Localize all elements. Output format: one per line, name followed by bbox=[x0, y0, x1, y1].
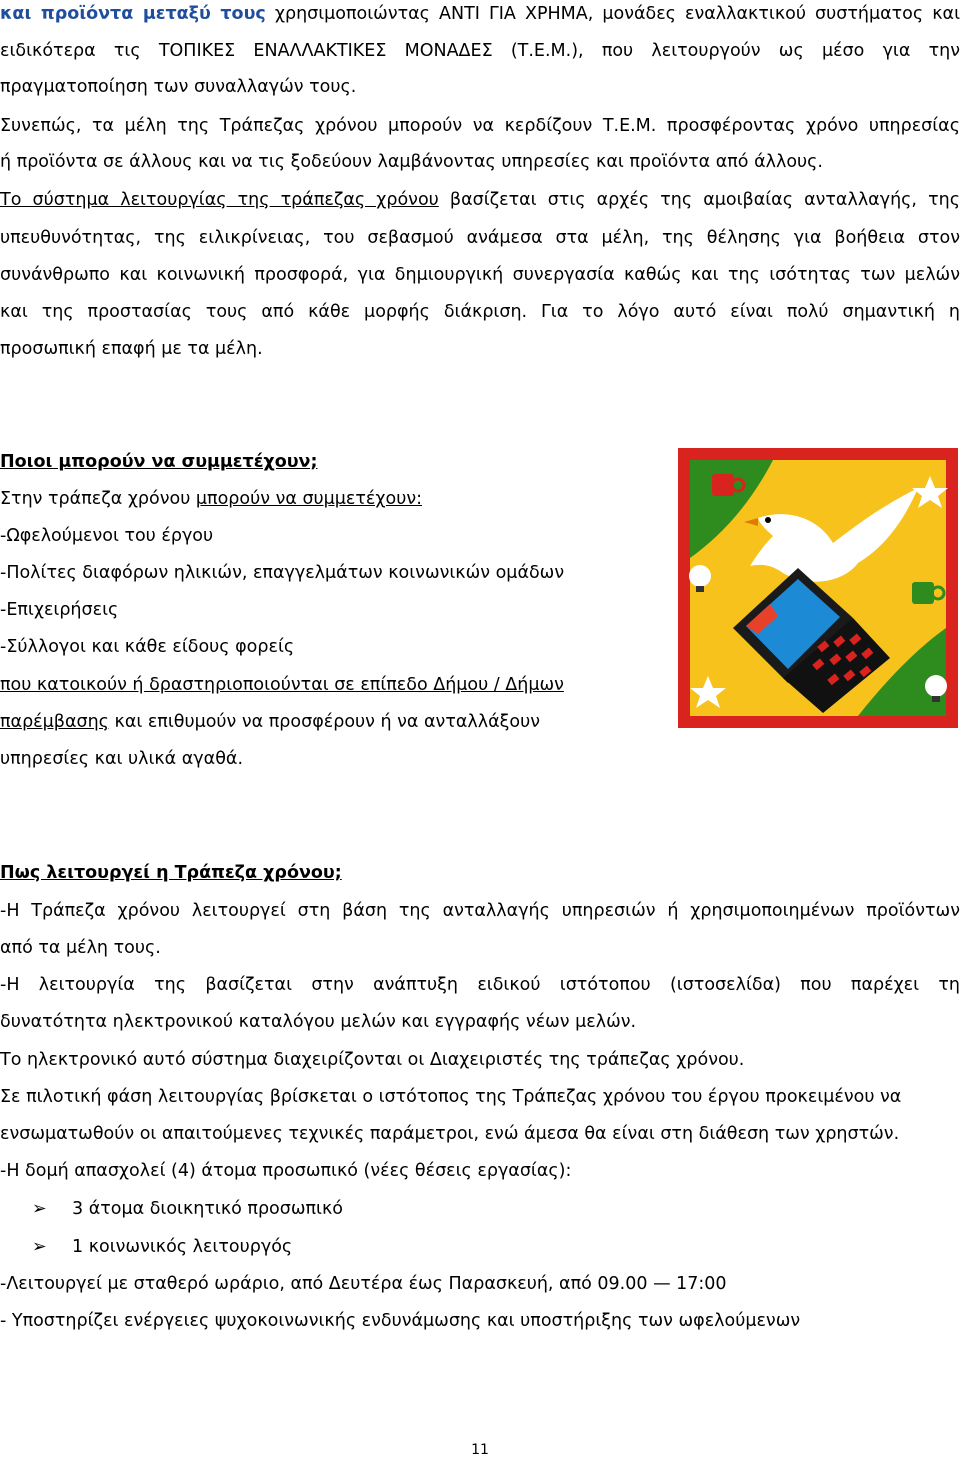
operation-p1-line-1: -Η Τράπεζα χρόνου λειτουργεί στη βάση της ανταλλαγής υπηρεσιών ή χρησιμοποιημένων προϊόντων bbox=[0, 901, 960, 921]
dove-laptop-illustration bbox=[678, 448, 958, 728]
system-line-3: συνάνθρωπο και κοινωνική προσφορά, για δημιουργική συνεργασία καθώς και της ισότητας των μελών bbox=[0, 265, 960, 285]
system-text: βασίζεται στις αρχές της αμοιβαίας ανταλλαγής, της bbox=[438, 190, 960, 210]
intro-line-2: ειδικότερα τις ΤΟΠΙΚΕΣ ΕΝΑΛΛΑΚΤΙΚΕΣ ΜΟΝΑΔΕΣ (Τ.Ε.Μ.), που λειτουργούν ως μέσο για την bbox=[0, 41, 960, 61]
participants-intro-text: Στην τράπεζα χρόνου bbox=[0, 489, 196, 509]
operation-p7: - Υποστηρίζει ενέργειες ψυχοκοινωνικής ενδυνάμωσης και υποστήριξης των ωφελούμενων bbox=[0, 1311, 801, 1331]
intro-line-3: πραγματοποίηση των συναλλαγών τους. bbox=[0, 77, 357, 97]
intro-bold-text: και προϊόντα μεταξύ τους bbox=[0, 4, 266, 24]
operation-p5: -Η δομή απασχολεί (4) άτομα προσωπικό (νέες θέσεις εργασίας): bbox=[0, 1161, 572, 1181]
operation-p4-line-2: ενσωματωθούν οι απαιτούμενες τεχνικές παράμετροι, ενώ άμεσα θα είναι στη διάθεση των χρηστών. bbox=[0, 1124, 900, 1144]
system-line-4: και της προστασίας τους από κάθε μορφής διάκριση. Για το λόγο αυτό είναι πολύ σημαντική η bbox=[0, 302, 960, 322]
participant-item: -Επιχειρήσεις bbox=[0, 600, 119, 620]
intro-line-4: Συνεπώς, τα μέλη της Τράπεζας χρόνου μπορούν να κερδίζουν Τ.Ε.Μ. προσφέροντας χρόνο υπηρεσίας bbox=[0, 116, 960, 136]
operation-p2-line-2: δυνατότητα ηλεκτρονικού καταλόγου μελών και εγγραφής νέων μελών. bbox=[0, 1012, 637, 1032]
participant-item: -Σύλλογοι και κάθε είδους φορείς bbox=[0, 637, 295, 657]
operation-heading: Πως λειτουργεί η Τράπεζα χρόνου; bbox=[0, 863, 342, 883]
bullet-text: 3 άτομα διοικητικό προσωπικό bbox=[72, 1199, 343, 1219]
system-line-1 bbox=[0, 189, 960, 211]
participant-item: -Πολίτες διαφόρων ηλικιών, επαγγελμάτων κοινωνικών ομάδων bbox=[0, 563, 565, 583]
intro-text: χρησιμοποιώντας ΑΝΤΙ ΓΙΑ ΧΡΗΜΑ, μονάδες εναλλακτικού συστήματος και bbox=[265, 4, 960, 24]
operation-p3: Το ηλεκτρονικό αυτό σύστημα διαχειρίζονται οι Διαχειριστές της τράπεζας χρόνου. bbox=[0, 1050, 745, 1070]
operation-p2-line-1: -Η λειτουργία της βασίζεται στην ανάπτυξη ειδικού ιστότοπου (ιστοσελίδα) που παρέχει τη bbox=[0, 975, 960, 995]
intro-line-5: ή προϊόντα σε άλλους και να τις ξοδεύουν λαμβάνοντας υπηρεσίες και προϊόντα από άλλους. bbox=[0, 152, 823, 172]
arrow-bullet-icon: ➢ bbox=[32, 1237, 47, 1257]
intro-line-1 bbox=[0, 3, 960, 25]
page-number: 11 bbox=[471, 1442, 489, 1458]
participants-area-underlined: παρέμβασης bbox=[0, 712, 109, 732]
system-line-2: υπευθυνότητας, της ειλικρίνειας, του σεβασμού ανάμεσα στα μέλη, της θέλησης για βοήθεια στον bbox=[0, 228, 960, 248]
participants-area-text: και επιθυμούν να προσφέρουν ή να ανταλλάξουν bbox=[108, 712, 541, 732]
operation-p4-line-1: Σε πιλοτική φάση λειτουργίας βρίσκεται ο ιστότοπος της Τράπεζας χρόνου του έργου προκειμένου να bbox=[0, 1087, 902, 1107]
participants-intro-underlined: μπορούν να συμμετέχουν: bbox=[195, 489, 423, 509]
operation-p1-line-2: από τα μέλη τους. bbox=[0, 938, 161, 958]
participant-item: -Ωφελούμενοι του έργου bbox=[0, 526, 214, 546]
bullet-text: 1 κοινωνικός λειτουργός bbox=[72, 1237, 293, 1257]
arrow-bullet-icon: ➢ bbox=[32, 1199, 47, 1219]
participants-area-line-1: που κατοικούν ή δραστηριοποιούνται σε επίπεδο Δήμου / Δήμων bbox=[0, 675, 564, 695]
participants-area-line-3: υπηρεσίες και υλικά αγαθά. bbox=[0, 749, 244, 769]
system-line-5: προσωπική επαφή με τα μέλη. bbox=[0, 339, 263, 359]
operation-p6: -Λειτουργεί με σταθερό ωράριο, από Δευτέρα έως Παρασκευή, από 09.00 — 17:00 bbox=[0, 1274, 727, 1294]
participants-heading: Ποιοι μπορούν να συμμετέχουν; bbox=[0, 452, 318, 472]
system-link-text[interactable]: Το σύστημα λειτουργίας της τράπεζας χρόνου bbox=[0, 190, 439, 210]
